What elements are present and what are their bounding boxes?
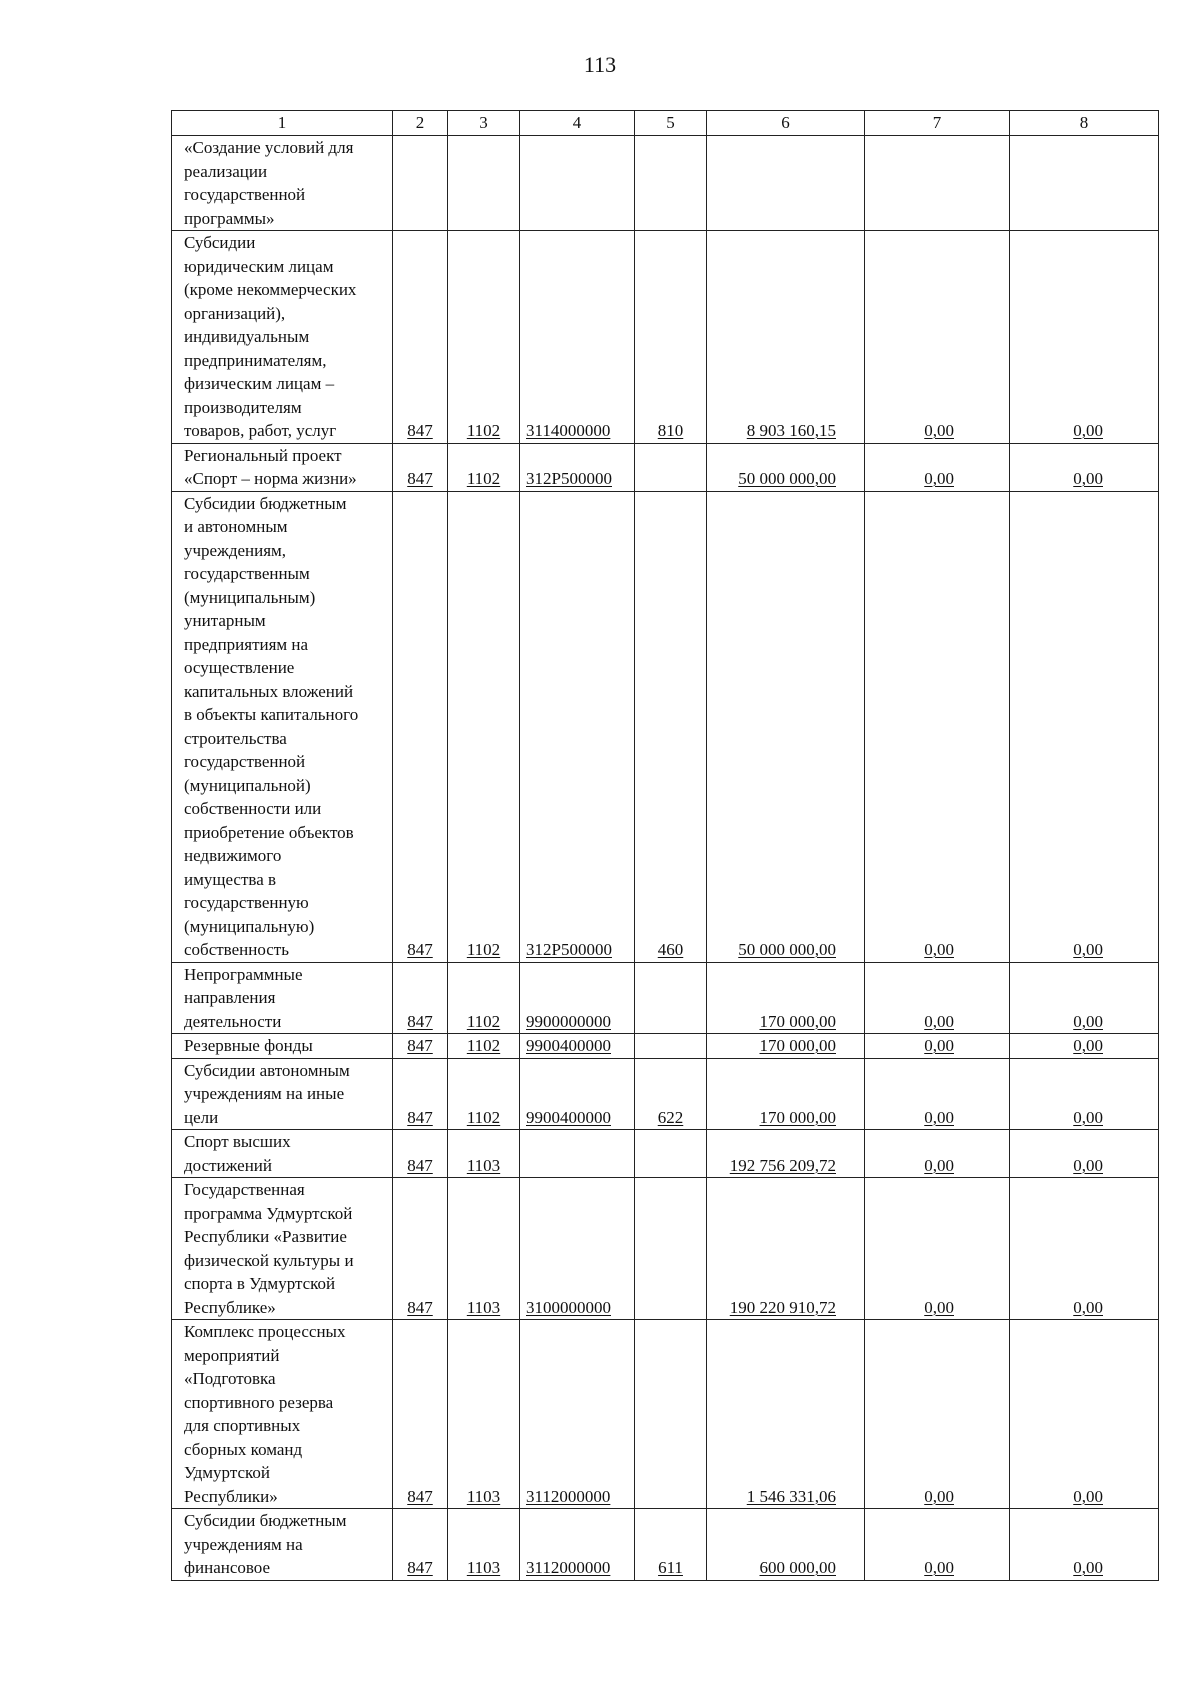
table-row: [172, 231, 1159, 444]
table-row: [172, 443, 1159, 491]
amount-2-cell: 0,00: [865, 1058, 1010, 1130]
expense-type-cell: [635, 443, 707, 491]
amount-cell: 192 756 209,72: [707, 1130, 865, 1178]
code-847-cell: 847: [393, 491, 448, 962]
amount-2-cell: 0,00: [865, 1034, 1010, 1059]
target-article-cell: 3114000000: [520, 231, 635, 444]
section-cell: 1102: [448, 443, 520, 491]
section-cell: 1102: [448, 231, 520, 444]
section-cell: 1103: [448, 1130, 520, 1178]
table-row: [172, 962, 1159, 1034]
target-article-cell: [520, 136, 635, 231]
amount-cell: 170 000,00: [707, 1034, 865, 1059]
amount-3-cell: 0,00: [1010, 1034, 1159, 1059]
amount-3-cell: 0,00: [1010, 1178, 1159, 1320]
table-row: [172, 1320, 1159, 1509]
amount-2-cell: 0,00: [865, 231, 1010, 444]
row-name-cell: Субсидии бюджетным учреждениям на финансовое: [172, 1509, 393, 1581]
section-cell: 1103: [448, 1178, 520, 1320]
code-847-cell: 847: [393, 962, 448, 1034]
target-article-cell: 3112000000: [520, 1509, 635, 1581]
row-name-cell: Субсидии бюджетным и автономным учреждениям, государственным (муниципальным) унитарным предприятиям на осуществление капитальных вложений в объекты капитального строительства государственной (муниципальной) собственности или приобретение объектов недвижимого имущества в государственную (муниципальную) собственность: [172, 491, 393, 962]
row-name-cell: Субсидии автономным учреждениям на иные цели: [172, 1058, 393, 1130]
expense-type-cell: 622: [635, 1058, 707, 1130]
amount-2-cell: 0,00: [865, 1509, 1010, 1581]
amount-2-cell: 0,00: [865, 1130, 1010, 1178]
amount-cell: 50 000 000,00: [707, 491, 865, 962]
amount-3-cell: 0,00: [1010, 443, 1159, 491]
table-row: [172, 1034, 1159, 1059]
row-name-cell: «Создание условий для реализации государственной программы»: [172, 136, 393, 231]
amount-3-cell: 0,00: [1010, 1320, 1159, 1509]
amount-cell: 8 903 160,15: [707, 231, 865, 444]
section-cell: 1102: [448, 1034, 520, 1059]
amount-3-cell: 0,00: [1010, 491, 1159, 962]
section-cell: 1103: [448, 1320, 520, 1509]
row-name-cell: Непрограммные направления деятельности: [172, 962, 393, 1034]
amount-cell: 50 000 000,00: [707, 443, 865, 491]
expense-type-cell: [635, 1034, 707, 1059]
row-name-cell: Спорт высших достижений: [172, 1130, 393, 1178]
expense-type-cell: [635, 1320, 707, 1509]
target-article-cell: 3100000000: [520, 1178, 635, 1320]
target-article-cell: [520, 1130, 635, 1178]
table-row: [172, 491, 1159, 962]
table-row: [172, 1058, 1159, 1130]
amount-2-cell: 0,00: [865, 962, 1010, 1034]
section-cell: [448, 136, 520, 231]
column-header-4: 4: [520, 111, 635, 136]
code-847-cell: 847: [393, 1178, 448, 1320]
table-row: [172, 1130, 1159, 1178]
expense-type-cell: [635, 1130, 707, 1178]
amount-cell: 170 000,00: [707, 1058, 865, 1130]
row-name-cell: Государственная программа Удмуртской Республики «Развитие физической культуры и спорта в Удмуртской Республике»: [172, 1178, 393, 1320]
code-847-cell: 847: [393, 1058, 448, 1130]
table-row: [172, 1509, 1159, 1581]
expense-type-cell: [635, 962, 707, 1034]
code-847-cell: 847: [393, 1034, 448, 1059]
expense-type-cell: [635, 1178, 707, 1320]
column-header-3: 3: [448, 111, 520, 136]
expense-type-cell: 611: [635, 1509, 707, 1581]
code-847-cell: 847: [393, 1509, 448, 1581]
row-name-cell: Субсидии юридическим лицам (кроме некоммерческих организаций), индивидуальным предпринимателям, физическим лицам – производителям товаров, работ, услуг: [172, 231, 393, 444]
code-847-cell: 847: [393, 1130, 448, 1178]
amount-3-cell: 0,00: [1010, 1130, 1159, 1178]
budget-table: [171, 110, 1159, 1581]
code-847-cell: 847: [393, 443, 448, 491]
table-header-row: [172, 111, 1159, 136]
amount-2-cell: 0,00: [865, 491, 1010, 962]
section-cell: 1102: [448, 962, 520, 1034]
amount-cell: 600 000,00: [707, 1509, 865, 1581]
table-row: [172, 1178, 1159, 1320]
amount-2-cell: 0,00: [865, 1320, 1010, 1509]
target-article-cell: 312P500000: [520, 443, 635, 491]
code-847-cell: 847: [393, 1320, 448, 1509]
amount-cell: [707, 136, 865, 231]
column-header-6: 6: [707, 111, 865, 136]
amount-3-cell: 0,00: [1010, 962, 1159, 1034]
column-header-5: 5: [635, 111, 707, 136]
column-header-1: 1: [172, 111, 393, 136]
target-article-cell: 9900400000: [520, 1034, 635, 1059]
target-article-cell: 3112000000: [520, 1320, 635, 1509]
target-article-cell: 312P500000: [520, 491, 635, 962]
expense-type-cell: 460: [635, 491, 707, 962]
amount-3-cell: 0,00: [1010, 1058, 1159, 1130]
row-name-cell: Региональный проект «Спорт – норма жизни»: [172, 443, 393, 491]
section-cell: 1102: [448, 491, 520, 962]
section-cell: 1102: [448, 1058, 520, 1130]
amount-2-cell: 0,00: [865, 443, 1010, 491]
column-header-7: 7: [865, 111, 1010, 136]
target-article-cell: 9900000000: [520, 962, 635, 1034]
amount-2-cell: [865, 136, 1010, 231]
target-article-cell: 9900400000: [520, 1058, 635, 1130]
row-name-cell: Комплекс процессных мероприятий «Подготовка спортивного резерва для спортивных сборных команд Удмуртской Республики»: [172, 1320, 393, 1509]
page-number: 113: [583, 52, 617, 77]
code-847-cell: 847: [393, 231, 448, 444]
amount-3-cell: 0,00: [1010, 231, 1159, 444]
amount-3-cell: [1010, 136, 1159, 231]
expense-type-cell: 810: [635, 231, 707, 444]
column-header-8: 8: [1010, 111, 1159, 136]
amount-cell: 190 220 910,72: [707, 1178, 865, 1320]
section-cell: 1103: [448, 1509, 520, 1581]
amount-cell: 1 546 331,06: [707, 1320, 865, 1509]
amount-2-cell: 0,00: [865, 1178, 1010, 1320]
column-header-2: 2: [393, 111, 448, 136]
code-847-cell: [393, 136, 448, 231]
table-row: [172, 136, 1159, 231]
row-name-cell: Резервные фонды: [172, 1034, 393, 1059]
expense-type-cell: [635, 136, 707, 231]
amount-cell: 170 000,00: [707, 962, 865, 1034]
amount-3-cell: 0,00: [1010, 1509, 1159, 1581]
